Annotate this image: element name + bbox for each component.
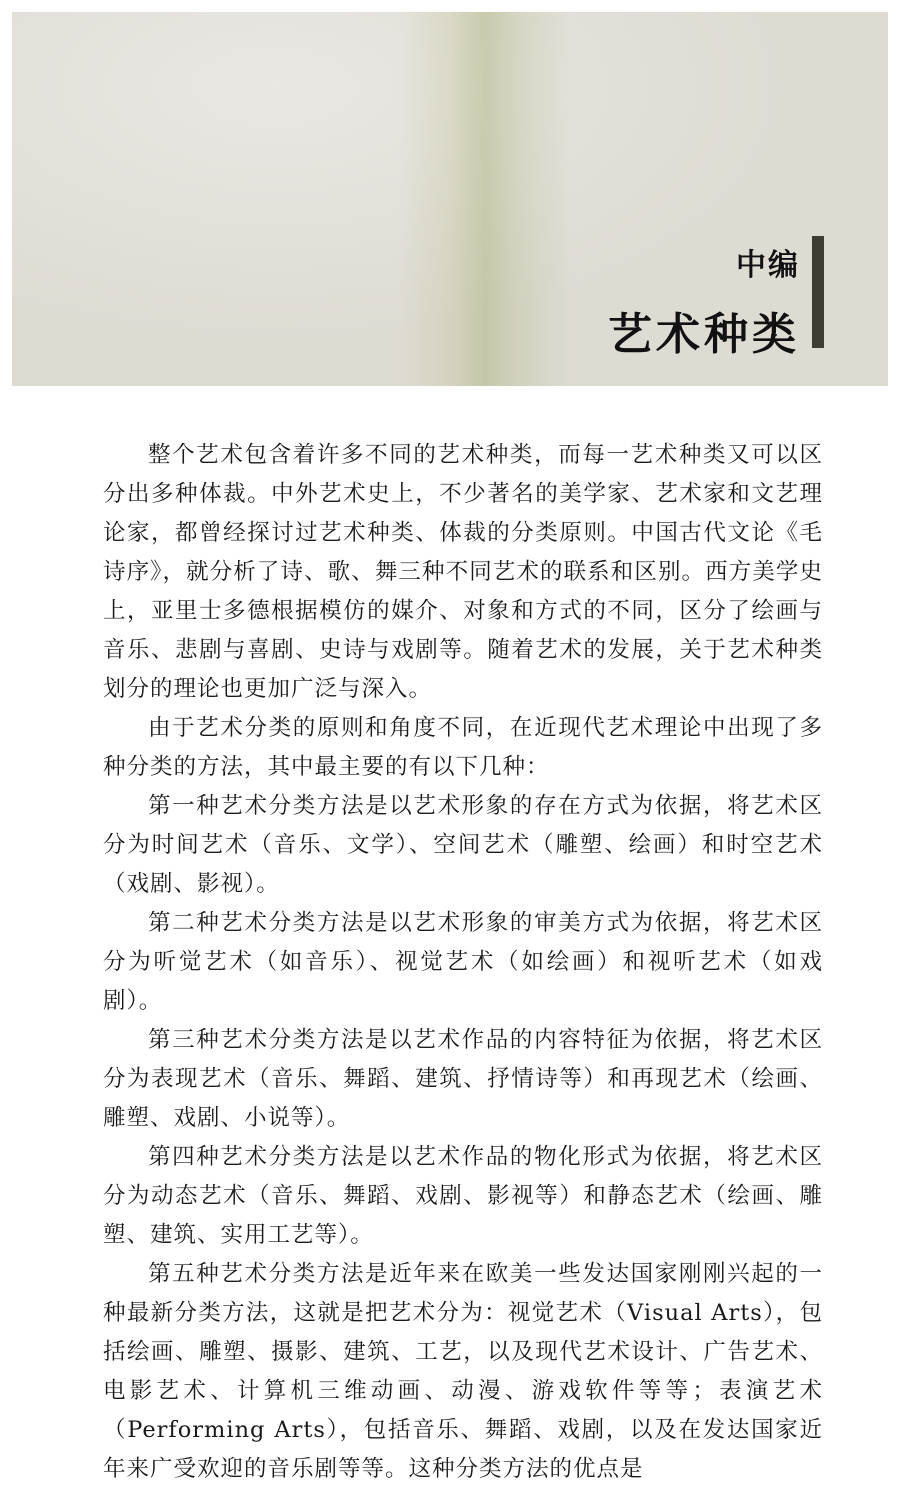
paragraph-method-4: 第四种艺术分类方法是以艺术作品的物化形式为依据，将艺术区分为动态艺术（音乐、舞蹈、戏剧、影视等）和静态艺术（绘画、雕塑、建筑、实用工艺等）。: [103, 1144, 823, 1248]
chapter-title: 艺术种类: [608, 309, 800, 360]
paragraph-method-2: 第二种艺术分类方法是以艺术形象的审美方式为依据，将艺术区分为听觉艺术（如音乐）、视觉艺术（如绘画）和视听艺术（如戏剧）。: [103, 910, 823, 1014]
part-label: 中编: [736, 248, 800, 283]
paragraph-method-1: 第一种艺术分类方法是以艺术形象的存在方式为依据，将艺术区分为时间艺术（音乐、文学）、空间艺术（雕塑、绘画）和时空艺术（戏剧、影视）。: [103, 793, 823, 897]
title-accent-bar: [812, 236, 824, 348]
body-text: [103, 436, 823, 1489]
paragraph-intro: 整个艺术包含着许多不同的艺术种类，而每一艺术种类又可以区分出多种体裁。中外艺术史上，不少著名的美学家、艺术家和文艺理论家，都曾经探讨过艺术种类、体裁的分类原则。中国古代文论《毛诗序》，就分析了诗、歌、舞三种不同艺术的联系和区别。西方美学史上，亚里士多德根据模仿的媒介、对象和方式的不同，区分了绘画与音乐、悲剧与喜剧、史诗与戏剧等。随着艺术的发展，关于艺术种类划分的理论也更加广泛与深入。: [103, 442, 823, 702]
paragraph-method-3: 第三种艺术分类方法是以艺术作品的内容特征为依据，将艺术区分为表现艺术（音乐、舞蹈、建筑、抒情诗等）和再现艺术（绘画、雕塑、戏剧、小说等）。: [103, 1027, 823, 1131]
paragraph-method-5: 第五种艺术分类方法是近年来在欧美一些发达国家刚刚兴起的一种最新分类方法，这就是把艺术分为：视觉艺术（Visual Arts），包括绘画、雕塑、摄影、建筑、工艺，以及现代艺术设计、广告艺术、电影艺术、计算机三维动画、动漫、游戏软件等等；表演艺术（Performing Arts），包括音乐、舞蹈、戏剧，以及在发达国家近年来广受欢迎的音乐剧等等。这种分类方法的优点是: [103, 1261, 823, 1482]
paragraph-methods-lead: 由于艺术分类的原则和角度不同，在近现代艺术理论中出现了多种分类的方法，其中最主要的有以下几种：: [103, 715, 823, 780]
